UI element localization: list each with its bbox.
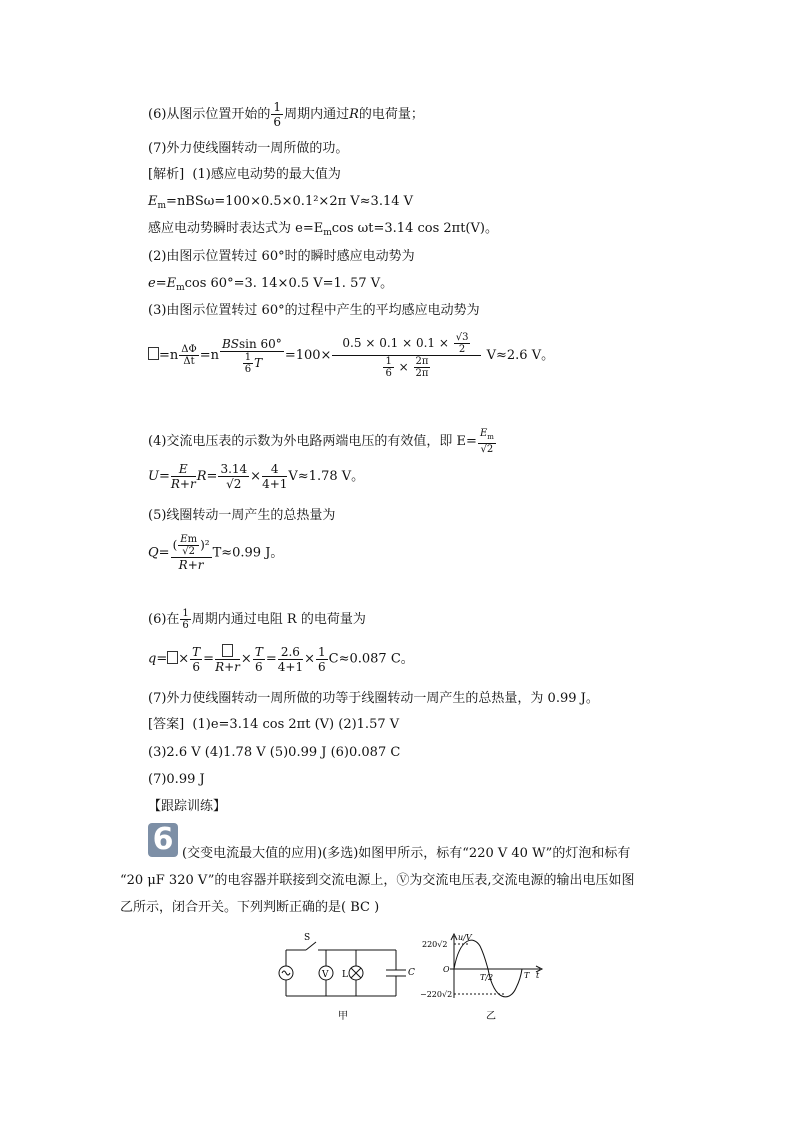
tick-label-half-period: T/2 [480, 973, 494, 982]
answer-line-2: (3)2.6 V (4)1.78 V (5)0.99 J (6)0.087 C [148, 745, 401, 760]
analysis-tag: [解析] [148, 167, 185, 182]
analysis-line-6: (6)在 $\frac{1}{6}$ 周期内通过电阻 R 的电荷量为 [148, 608, 366, 631]
fraction-one-sixth: $\frac{1}{6}$ [273, 100, 282, 129]
charge-equation: q= × $\frac{T}{6}$ = R+r × $\frac{T}{6}$ = $\frac{2.6}{4+1}$ × $\frac{1}{6}$ C≈0.087 C。 [148, 644, 414, 674]
tick-label-min: −220√2 [420, 990, 453, 999]
ebar-symbol [148, 347, 159, 360]
answer-line-3: (7)0.99 J [148, 772, 205, 787]
switch-label: S [304, 933, 311, 943]
circuit-diagram [270, 928, 420, 1023]
question-7-line: (7)外力使线圈转动一周所做的功。 [148, 141, 349, 156]
problem-line-3: 乙所示，闭合开关。下列判断正确的是( BC ) [120, 900, 380, 915]
analysis-line-3: (3)由图示位置转过 60°的过程中产生的平均感应电动势为 [148, 303, 480, 318]
tick-label-max: 220√2 [422, 940, 448, 949]
problem-line-1: (交变电流最大值的应用)(多选)如图甲所示，标有“220 V 40 W”的灯泡和标有 [182, 846, 631, 861]
follow-up-heading: 【跟踪训练】 [148, 799, 227, 814]
average-emf-equation: =n $\frac{\Delta\Phi}{\Delta t}$ =n BSsin 60° $\frac{1}{6}$ T =100× 0.5 × 0.1 × 0.1 × $\frac{√3}{2}$ $\frac{1}{6}$ × $\frac{2\pi}{2\pi}$ V≈2.6 V。 [148, 332, 554, 379]
origin-label: O [443, 965, 450, 974]
problem-number-badge: 6 [148, 823, 178, 857]
a2-equation: $e=E_m\cos$ 60°=3. 14×0.5 V=1. 57 V。 [148, 276, 394, 293]
analysis-line-5: (5)线圈转动一周产生的总热量为 [148, 508, 336, 523]
analysis-line-1: [解析] (1)感应电动势的最大值为 [148, 167, 341, 182]
capacitor-label: C [408, 968, 415, 978]
lamp-label: L [342, 970, 348, 980]
problem-line-2: “20 μF 320 V”的电容器并联接到交流电源上，Ⓥ为交流电压表,交流电源的输出电压如图 [120, 873, 635, 888]
axis-label-t: t [536, 971, 540, 980]
heat-equation: Q= ( $\frac{Em}{√2}$ )² R+r T≈0.99 J。 [148, 534, 284, 572]
analysis-line-7: (7)外力使线圈转动一周所做的功等于线圈转动一周产生的总热量，为 0.99 J。 [148, 691, 599, 706]
tick-label-period: T [524, 971, 530, 980]
voltage-waveform [420, 928, 550, 1023]
figure-yi-caption: 乙 [486, 1011, 496, 1022]
question-6-line: (6)从图示位置开始的 $\frac{1}{6}$ 周期内通过R的电荷量； [148, 100, 424, 129]
axis-label-u: u/V [458, 933, 472, 942]
voltmeter-label: V [322, 970, 329, 980]
answer-line-1: [答案] (1)e=3.14 cos 2πt (V) (2)1.57 V [148, 717, 400, 732]
instantaneous-expression: 感应电动势瞬时表达式为 $e=E_m\cos$ ωt=3.14 cos 2πt(V)。 [148, 221, 498, 238]
emax-equation: $E_m=nBS\omega=100\times 0.5\times 0.1^2\times 2\pi$ V≈3.14 V [148, 194, 414, 211]
answer-tag: [答案] [148, 717, 185, 732]
analysis-line-2: (2)由图示位置转过 60°时的瞬时感应电动势为 [148, 249, 415, 264]
figure-jia-caption: 甲 [338, 1011, 348, 1022]
analysis-line-4: (4)交流电压表的示数为外电路两端电压的有效值，即 E= $\frac{E_m}{√2}$ [148, 428, 494, 455]
voltage-equation: U= $\frac{E}{R+r}$ R= $\frac{3.14}{√2}$ × $\frac{4}{4+1}$ V≈1.78 V。 [148, 462, 365, 491]
